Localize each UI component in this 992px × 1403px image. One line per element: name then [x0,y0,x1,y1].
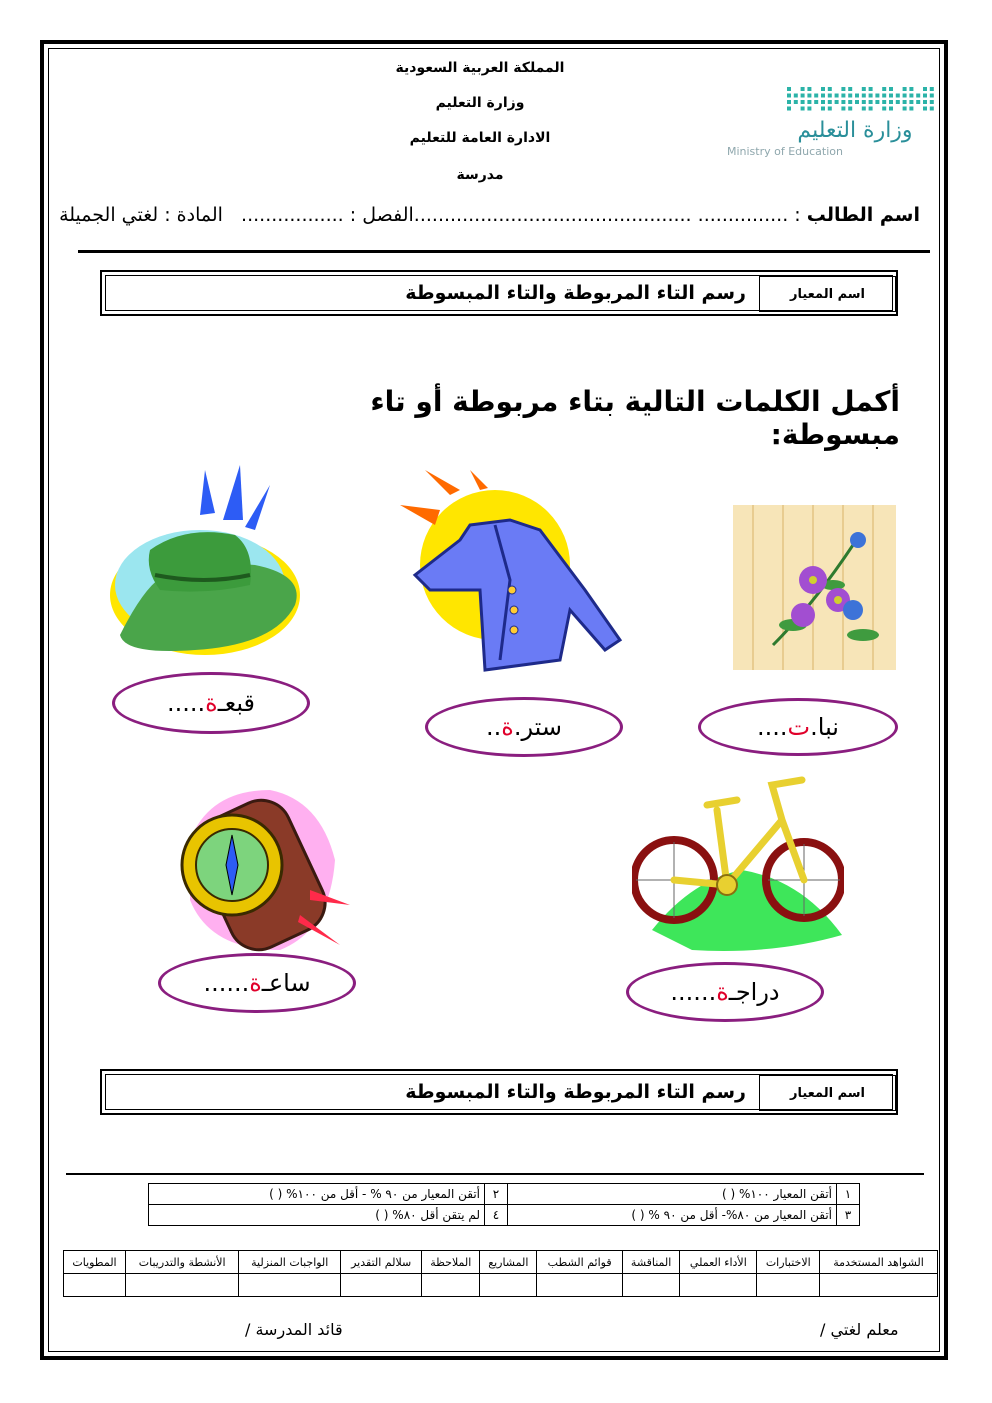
logo-dot [882,107,886,111]
logo-dot [869,100,873,104]
ministry-logo [705,75,940,165]
logo-dot [801,107,805,111]
logo-dot [889,100,893,104]
scale-option[interactable]: لم يتقن أقل ٨٠% ( ) [149,1205,485,1226]
logo-dot [869,87,873,91]
logo-dot [889,94,893,98]
mastery-scale-table [148,1183,860,1226]
tool-header: المطويات [64,1251,126,1274]
logo-dot [814,100,818,104]
ministry-line: وزارة التعليم [435,95,525,111]
tool-header: الشواهد المستخدمة [820,1251,938,1274]
footer-divider [66,1173,924,1175]
logo-dot [841,94,845,98]
logo-dot [875,94,879,98]
logo-dot [848,87,852,91]
logo-dot [787,94,791,98]
logo-dot [787,100,791,104]
tool-header: المشاريع [480,1251,537,1274]
tool-header: الأنشطة والتدريبات [125,1251,238,1274]
logo-arabic: وزارة التعليم [797,118,913,143]
logo-dot [828,87,832,91]
logo-dot [930,100,934,104]
word-jacket-pre: ستر. [513,713,563,741]
logo-dot [882,87,886,91]
criterion-label: اسم المعيار [759,276,896,312]
criterion2-value: رسم التاء المربوطة والتاء المبسوطة [405,1081,746,1103]
class-field[interactable]: ................. [241,204,344,226]
logo-dot [930,94,934,98]
logo-dot [903,87,907,91]
bicycle-picture [632,770,844,965]
tool-header: الأداء العملي [680,1251,757,1274]
logo-dot [855,100,859,104]
logo-dot [794,100,798,104]
logo-english: Ministry of Education [726,145,844,158]
evidence-tools-table [63,1250,938,1297]
logo-dot [841,87,845,91]
logo-dot [787,107,791,111]
tool-header: الواجبات المنزلية [239,1251,341,1274]
logo-dot [807,107,811,111]
tool-header: سلالم التقدير [341,1251,422,1274]
logo-dot [889,107,893,111]
logo-dot [909,107,913,111]
logo-dot [828,94,832,98]
word-watch-letter: ة [249,969,262,997]
logo-dot [807,100,811,104]
principal-signature: قائد المدرسة / [245,1320,343,1339]
word-plant-pre: نبا. [810,713,839,741]
scale-num: ١ [837,1184,860,1205]
logo-dot [930,107,934,111]
word-plant-letter: ت [787,713,811,741]
logo-dot [787,87,791,91]
tool-cell[interactable] [125,1274,238,1297]
logo-dot [794,94,798,98]
jacket-picture [400,470,625,690]
word-watch-dots: ...... [203,969,250,997]
logo-dot [903,107,907,111]
logo-dot [841,107,845,111]
logo-dot [916,94,920,98]
criterion-box-top [100,270,898,316]
logo-dot [923,87,927,91]
tool-header: الاختبارات [757,1251,820,1274]
hat-picture [105,465,305,675]
tool-cell[interactable] [239,1274,341,1297]
scale-option[interactable]: أتقن المعيار ١٠٠% ( ) [508,1184,837,1205]
logo-dot [801,100,805,104]
student-name-field[interactable]: : ............... [697,204,801,226]
tool-cell[interactable] [680,1274,757,1297]
tool-cell[interactable] [820,1274,938,1297]
logo-dot [869,94,873,98]
school-line: مدرسة [456,167,504,183]
logo-dot [930,87,934,91]
logo-dot [923,107,927,111]
tool-cell[interactable] [341,1274,422,1297]
logo-dot [841,100,845,104]
criterion-box-bottom [100,1069,898,1115]
logo-dot [909,100,913,104]
logo-dot [862,100,866,104]
scale-num: ٣ [837,1205,860,1226]
logo-dot [923,100,927,104]
logo-dot [828,100,832,104]
logo-dot [821,107,825,111]
logo-dot [835,100,839,104]
logo-dot [848,107,852,111]
kingdom-line: المملكة العربية السعودية [395,60,565,76]
criterion-value: رسم التاء المربوطة والتاء المبسوطة [405,282,746,304]
logo-dot [869,107,873,111]
tool-cell[interactable] [757,1274,820,1297]
word-oval-plant[interactable] [698,698,898,756]
tool-header: قوائم الشطب [537,1251,623,1274]
word-watch-pre: ساعـ [261,969,311,997]
word-hat-pre: قبعـ [217,689,256,717]
logo-dot [828,107,832,111]
tool-cell[interactable] [537,1274,623,1297]
word-jacket-dots: .. [485,713,502,741]
word-oval-watch[interactable] [158,953,356,1013]
logo-dot [848,94,852,98]
logo-dot [807,94,811,98]
logo-dot [862,94,866,98]
word-oval-bicycle[interactable] [626,962,824,1022]
plant-picture [733,505,896,670]
word-plant-dots: .... [757,713,788,741]
word-bicycle-dots: ...... [670,978,717,1006]
word-hat-letter: ة [205,689,218,717]
tool-cell[interactable] [480,1274,537,1297]
logo-dot [916,100,920,104]
logo-dot [855,94,859,98]
logo-dot [923,94,927,98]
logo-dot [848,100,852,104]
tool-header: الملاحظة [422,1251,480,1274]
word-oval-jacket[interactable] [425,697,623,757]
logo-dot [909,87,913,91]
word-bicycle-letter: ة [716,978,729,1006]
logo-dot [875,100,879,104]
logo-dot [862,107,866,111]
logo-dot [801,94,805,98]
logo-dot [821,100,825,104]
logo-dot [862,87,866,91]
logo-dot [801,87,805,91]
logo-dot [889,87,893,91]
scale-option[interactable]: أتقن المعيار من ٩٠ % - أقل من ١٠٠% ( ) [149,1184,485,1205]
header-divider [78,250,930,253]
word-jacket-letter: ة [501,713,514,741]
logo-dot [835,94,839,98]
logo-dot [909,94,913,98]
tool-cell[interactable] [622,1274,679,1297]
logo-dot [882,94,886,98]
logo-dot [903,100,907,104]
class-dots[interactable]: .............................................. [413,204,692,226]
logo-dot [882,100,886,104]
tool-cell[interactable] [422,1274,480,1297]
exercise-instruction: أكمل الكلمات التالية بتاء مربوطة أو تاء مبسوطة: [370,385,900,451]
tool-cell[interactable] [64,1274,126,1297]
word-hat-dots: ..... [166,689,206,717]
logo-dot [896,100,900,104]
logo-dot [814,94,818,98]
logo-dot [896,94,900,98]
word-oval-hat[interactable] [112,672,310,734]
logo-dot [903,94,907,98]
logo-dot [807,87,811,91]
scale-num: ٢ [485,1184,508,1205]
subject-label: المادة : لغتي الجميلة [59,204,223,226]
directorate-line: الادارة العامة للتعليم [409,130,551,146]
logo-dot [821,87,825,91]
logo-dot [821,94,825,98]
teacher-signature: معلم لغتي / [820,1320,899,1339]
word-bicycle-pre: دراجـ [728,978,780,1006]
student-name-label: اسم الطالب [806,204,920,226]
criterion2-label: اسم المعيار [759,1075,896,1111]
scale-option[interactable]: أتقن المعيار من ٨٠%- أقل من ٩٠ % ( ) [508,1205,837,1226]
tool-header: المناقشة [622,1251,679,1274]
student-info-line [59,204,920,226]
watch-picture [170,780,355,955]
scale-num: ٤ [485,1205,508,1226]
class-label: الفصل : [349,204,414,226]
